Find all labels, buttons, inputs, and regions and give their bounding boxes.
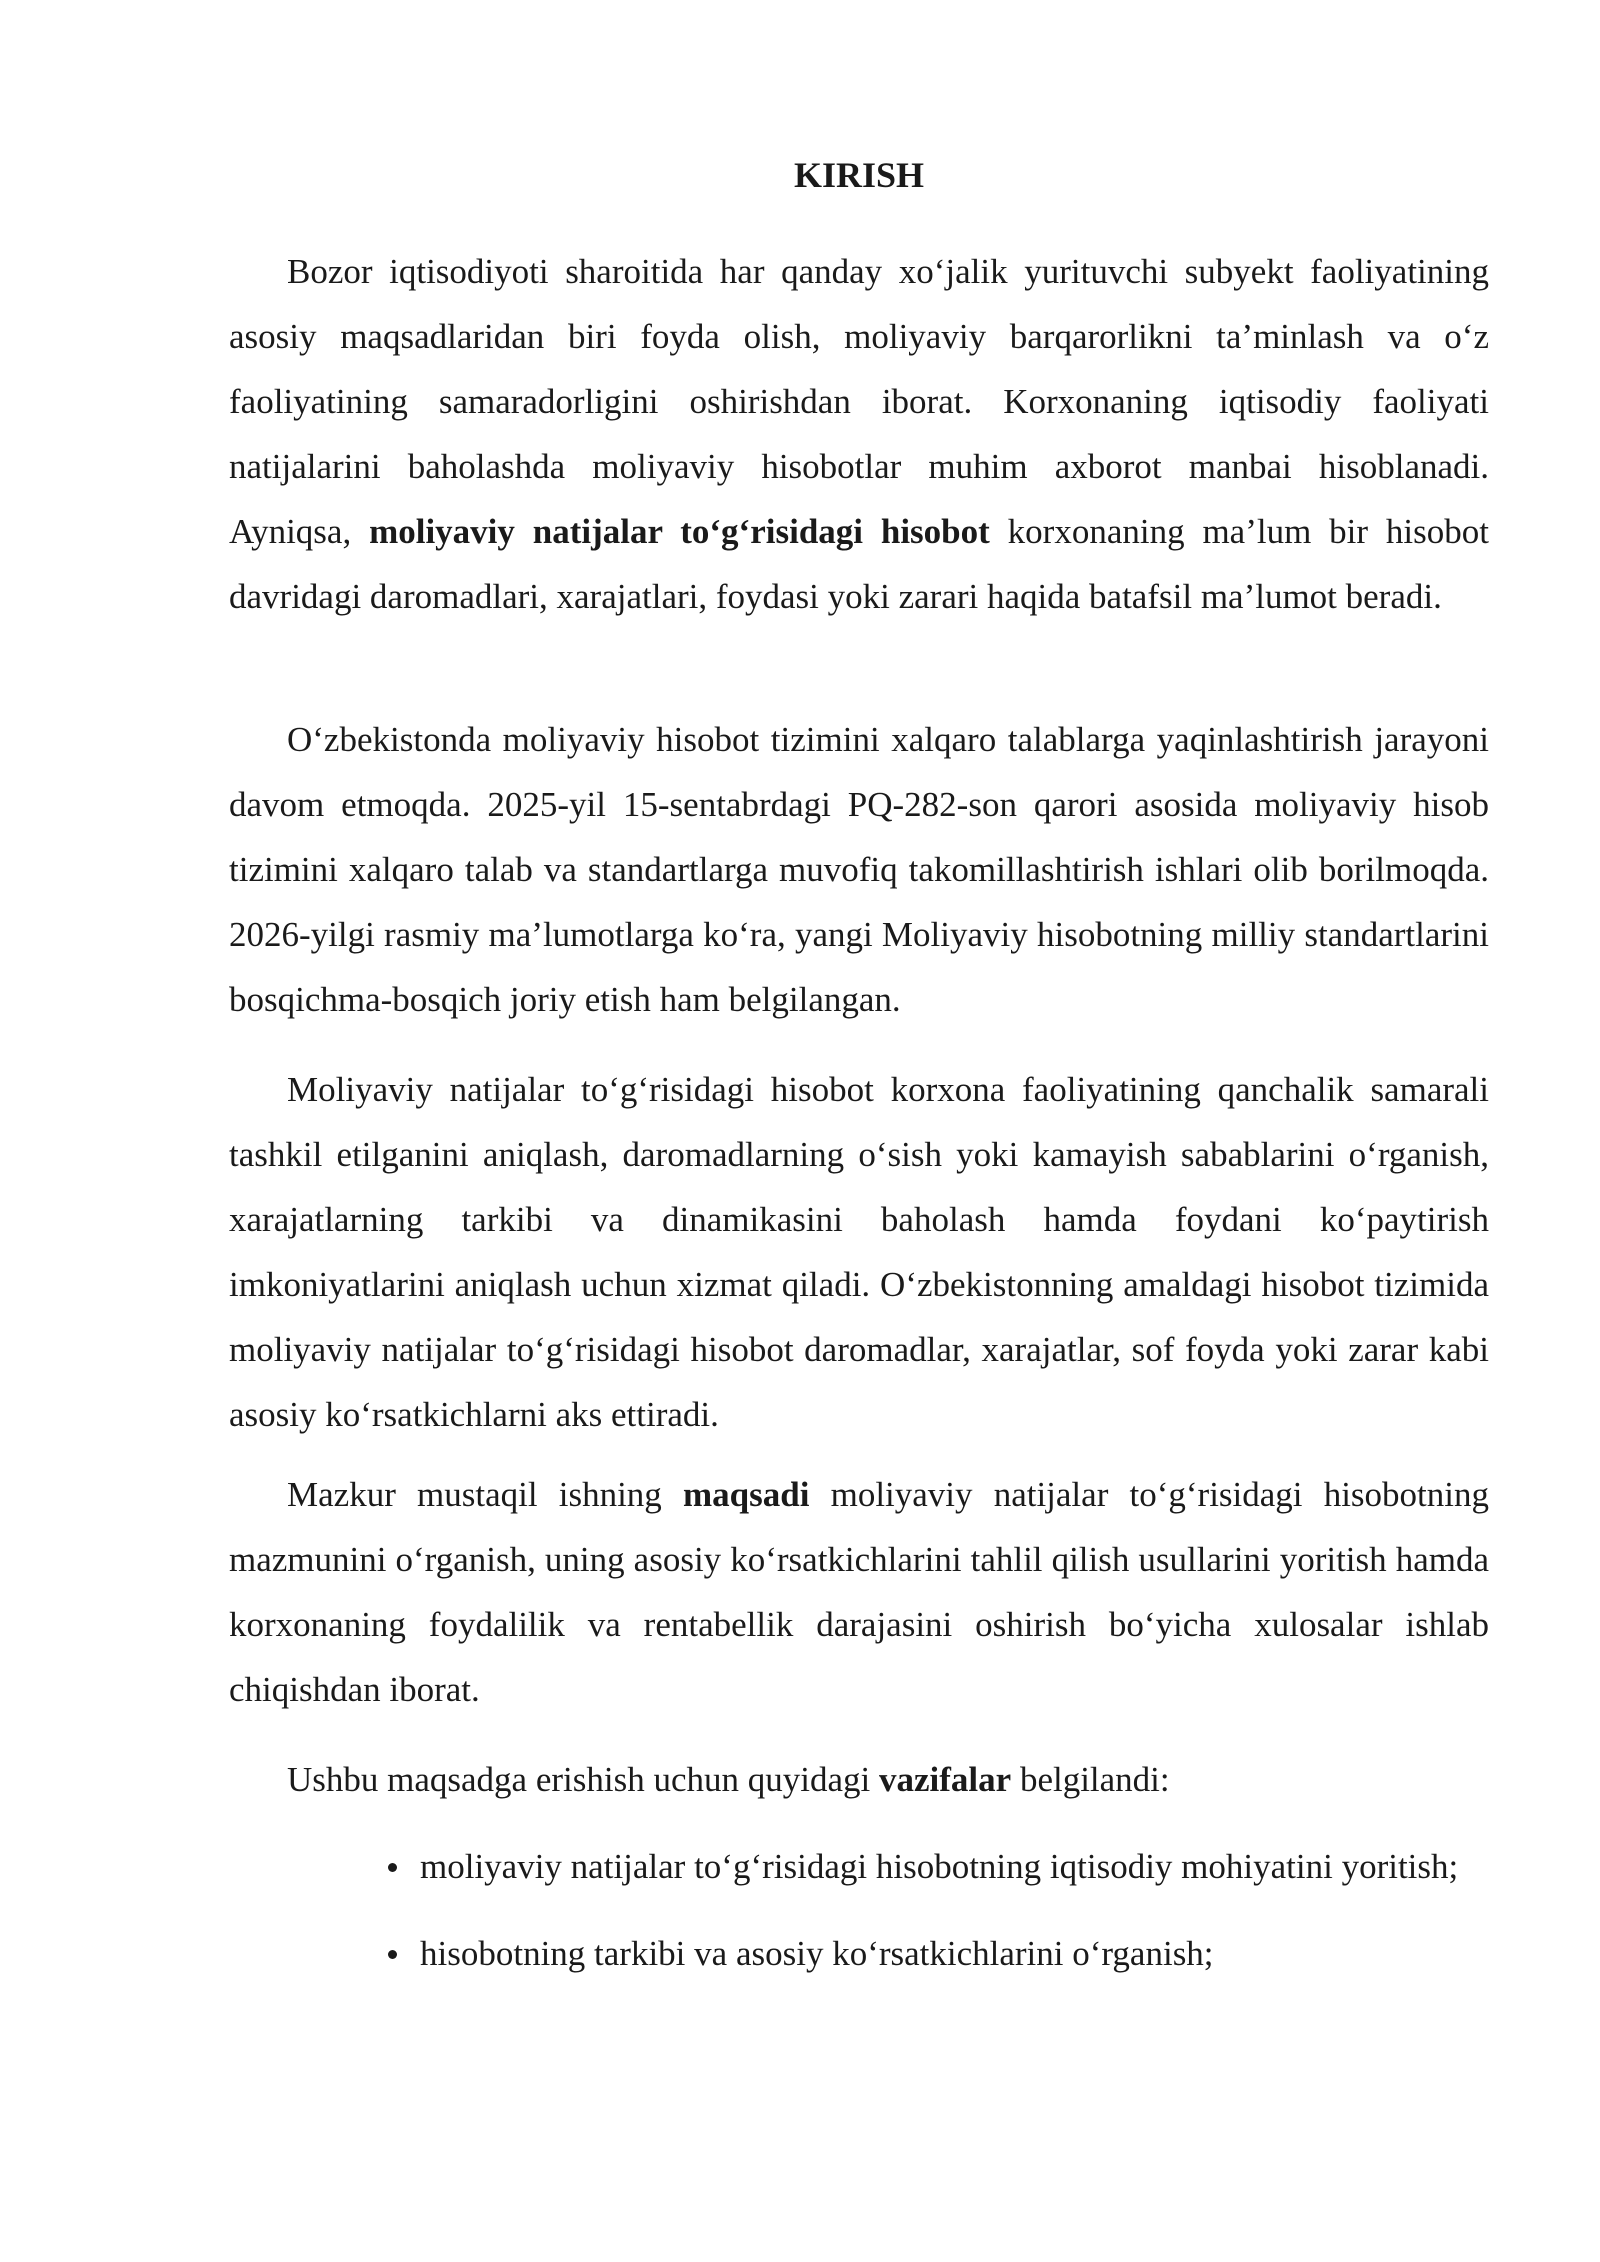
paragraph-tasks-bold-term: vazifalar <box>879 1760 1012 1799</box>
paragraph-uzbekistan-reform: O‘zbekistonda moliyaviy hisobot tizimini xalqaro talablarga yaqinlashtirish jarayoni davom etmoqda. 2025-yil 15-sentabrdagi PQ-282-son qarori asosida moliyaviy hisob tizimini xalqaro talab va standartlarga muvofiq takomillashtirish ishlari olib borilmoqda. 2026-yilgi rasmiy ma’lumotlarga ko‘ra, yangi Moliyaviy hisobotning milliy standartlarini bosqichma-bosqich joriy etish ham belgilangan. <box>229 720 1489 1019</box>
paragraph-intro-text-start: Bozor iqtisodiyoti sharoitida har qanday xo‘jalik yurituvchi subyekt faoliyatining asosiy maqsadlaridan biri foyda olish, moliyaviy barqarorlikni ta’minlash va o‘z faoliyatining samaradorligini oshirishdan iborat. Korxonaning iqtisodiy faoliyati natijalarini baholashda moliyaviy hisobotlar muhim axborot manbai hisoblanadi. Ayniqsa, <box>229 252 1489 551</box>
page-title: KIRISH <box>793 155 925 195</box>
bullet-icon <box>388 1863 397 1872</box>
paragraph-report-purpose: Moliyaviy natijalar to‘g‘risidagi hisobot korxona faoliyatining qanchalik samarali tashkil etilganini aniqlash, daromadlarning o‘sish yoki kamayish sabablarini o‘rganish, xarajatlarning tarkibi va dinamikasini baholash hamda foydani ko‘paytirish imkoniyatlarini aniqlash uchun xizmat qiladi. O‘zbekistonning amaldagi hisobot tizimida moliyaviy natijalar to‘g‘risidagi hisobot daromadlar, xarajatlar, sof foyda yoki zarar kabi asosiy ko‘rsatkichlarni aks ettiradi. <box>229 1070 1489 1434</box>
paragraph-tasks-text-end: belgilandi: <box>1011 1760 1170 1799</box>
bullet-icon <box>388 1950 397 1959</box>
paragraph-intro-text-end: korxonaning ma’lum bir hisobot davridagi daromadlari, xarajatlari, foydasi yoki zarari haqida batafsil ma’lumot beradi. <box>229 512 1489 616</box>
paragraph-goal-text-start: Mazkur mustaqil ishning <box>287 1475 683 1514</box>
paragraph-tasks-intro <box>229 1747 1489 1812</box>
list-item <box>326 1921 1489 1986</box>
paragraph-tasks-text-start: Ushbu maqsadga erishish uchun quyidagi <box>287 1760 879 1799</box>
paragraph-intro <box>229 239 1489 629</box>
paragraph-goal <box>229 1462 1489 1722</box>
paragraph-goal-bold-term: maqsadi <box>682 1475 810 1514</box>
paragraph-goal-text-end: moliyaviy natijalar to‘g‘risidagi hisobotning mazmunini o‘rganish, uning asosiy ko‘rsatkichlarini tahlil qilish usullarini yoritish hamda korxonaning foydalilik va rentabellik darajasini oshirish bo‘yicha xulosalar ishlab chiqishdan iborat. <box>229 1475 1489 1709</box>
tasks-list <box>326 1834 1489 1986</box>
list-item-text: hisobotning tarkibi va asosiy ko‘rsatkichlarini o‘rganish; <box>420 1934 1214 1973</box>
paragraph-intro-bold-term: moliyaviy natijalar to‘g‘risidagi hisobot <box>369 512 990 551</box>
list-item <box>326 1834 1489 1899</box>
list-item-text: moliyaviy natijalar to‘g‘risidagi hisobotning iqtisodiy mohiyatini yoritish; <box>420 1847 1459 1886</box>
